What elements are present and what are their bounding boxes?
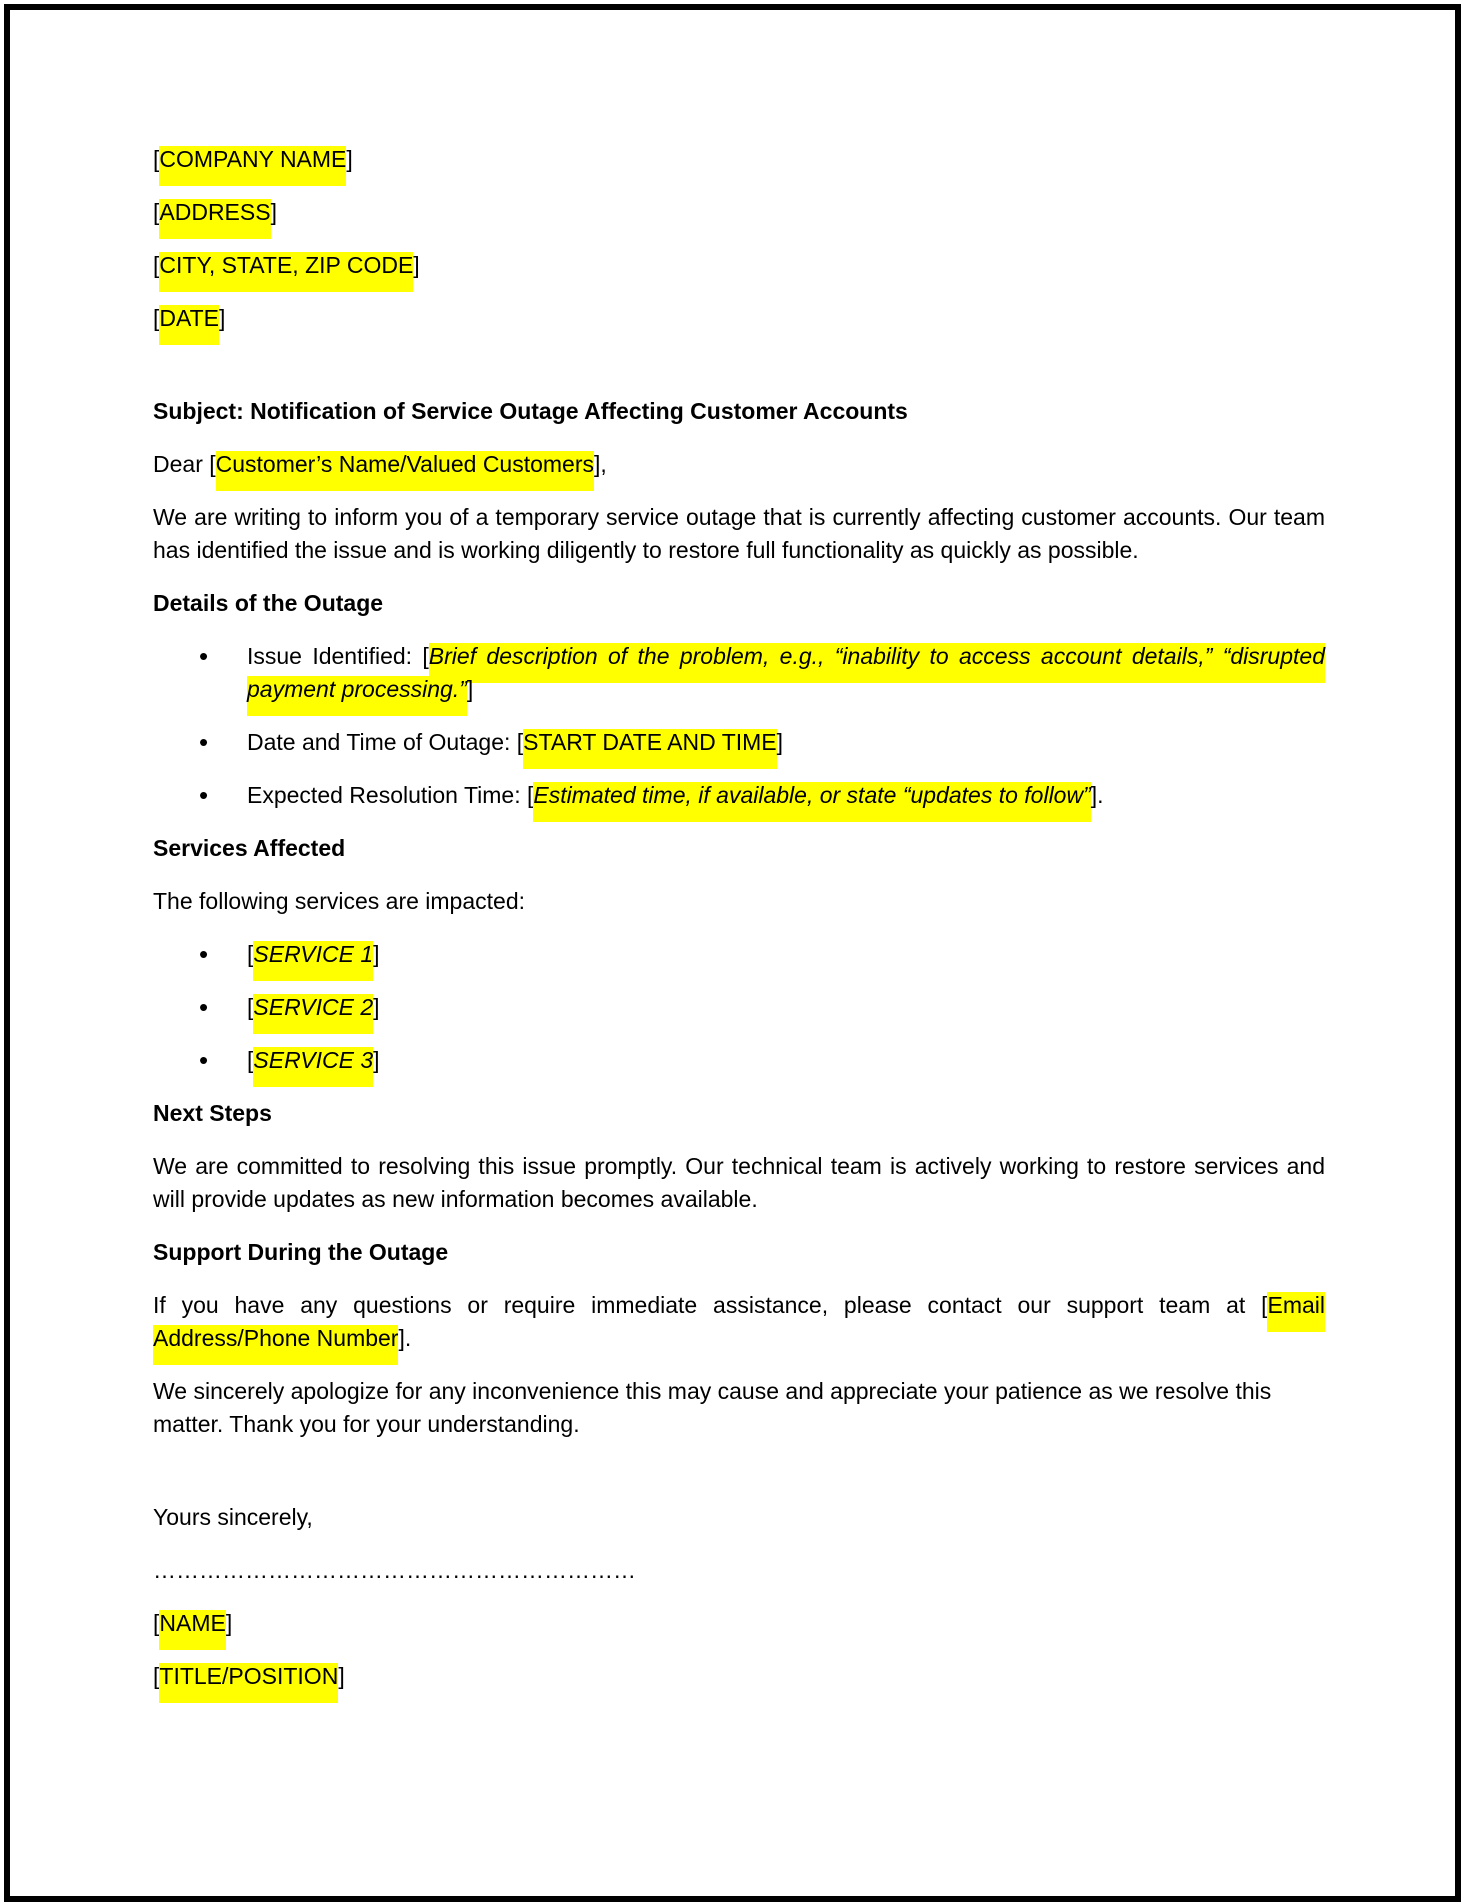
support-text-prefix: If you have any questions or require immediate assistance, please contact our support team at [ <box>153 1292 1268 1318</box>
details-item-suffix: ] <box>466 676 474 702</box>
signer-name-placeholder: NAME <box>159 1610 225 1650</box>
bullet-icon: • <box>199 780 209 810</box>
details-item-label: Issue Identified: [ <box>247 643 429 669</box>
details-item-suffix: ] <box>776 729 784 755</box>
services-intro: The following services are impacted: <box>153 888 525 914</box>
signature-line: ……………………………………………………… <box>153 1557 636 1583</box>
address-line: [ADDRESS] <box>153 196 1325 229</box>
greeting-suffix: ], <box>594 451 607 477</box>
list-item: • [SERVICE 2] <box>153 991 1325 1024</box>
spacer <box>153 1461 1325 1501</box>
document-page <box>4 4 1461 1902</box>
list-item <box>153 779 1325 812</box>
details-item-value: START DATE AND TIME <box>523 729 776 769</box>
list-item <box>153 640 1325 706</box>
list-item: • [SERVICE 1] <box>153 938 1325 971</box>
service-placeholder: SERVICE 3 <box>253 1047 373 1087</box>
date-placeholder: DATE <box>159 305 219 345</box>
signer-title-placeholder: TITLE/POSITION <box>159 1663 338 1703</box>
service-placeholder: SERVICE 2 <box>253 994 373 1034</box>
services-list <box>153 938 1325 1077</box>
bullet-icon: • <box>199 727 209 757</box>
details-item-value: Estimated time, if available, or state “updates to follow” <box>533 782 1090 822</box>
support-text-suffix: ]. <box>398 1325 412 1351</box>
details-heading: Details of the Outage <box>153 590 384 616</box>
next-steps-paragraph: We are committed to resolving this issue promptly. Our technical team is actively working to restore services and will provide updates as new information becomes available. <box>153 1153 1325 1212</box>
company-name-line: [COMPANY NAME] <box>153 143 1325 176</box>
details-item-label: Date and Time of Outage: [ <box>247 729 524 755</box>
details-item-label: Expected Resolution Time: [ <box>247 782 534 808</box>
signer-name-line: [NAME] <box>153 1607 1325 1640</box>
details-item-suffix: ]. <box>1090 782 1104 808</box>
letter-body <box>153 143 1325 1713</box>
spacer <box>153 355 1325 395</box>
greeting-name-placeholder: Customer’s Name/Valued Customers <box>216 451 594 491</box>
bullet-icon: • <box>199 641 209 671</box>
service-placeholder: SERVICE 1 <box>253 941 373 981</box>
details-item-value: Brief description of the problem, e.g., “inability to access account details,” “disrupted payment processing.” <box>247 643 1325 716</box>
list-item <box>153 726 1325 759</box>
bullet-icon: • <box>199 1045 209 1075</box>
bullet-icon: • <box>199 939 209 969</box>
bullet-icon: • <box>199 992 209 1022</box>
details-list <box>153 640 1325 812</box>
next-steps-heading: Next Steps <box>153 1100 272 1126</box>
support-contact-placeholder: Email Address/Phone Number <box>153 1292 1325 1365</box>
city-state-zip-line: [CITY, STATE, ZIP CODE] <box>153 249 1325 282</box>
intro-paragraph: We are writing to inform you of a temporary service outage that is currently affecting customer accounts. Our team has identified the issue and is working diligently to restore full functionality as quickly as possible. <box>153 504 1325 563</box>
closing-line: Yours sincerely, <box>153 1504 313 1530</box>
company-name-placeholder: COMPANY NAME <box>159 146 346 186</box>
city-state-zip-placeholder: CITY, STATE, ZIP CODE <box>159 252 413 292</box>
apology-paragraph: We sincerely apologize for any inconvenience this may cause and appreciate your patience as we resolve this matter. Thank you for your understanding. <box>153 1378 1272 1437</box>
services-heading: Services Affected <box>153 835 346 861</box>
support-heading: Support During the Outage <box>153 1239 449 1265</box>
greeting-line <box>153 448 1325 481</box>
list-item: • [SERVICE 3] <box>153 1044 1325 1077</box>
signer-title-line: [TITLE/POSITION] <box>153 1660 1325 1693</box>
address-placeholder: ADDRESS <box>159 199 270 239</box>
date-line: [DATE] <box>153 302 1325 335</box>
greeting-prefix: Dear [ <box>153 451 216 477</box>
support-paragraph <box>153 1289 1325 1355</box>
subject-line: Subject: Notification of Service Outage Affecting Customer Accounts <box>153 398 908 424</box>
